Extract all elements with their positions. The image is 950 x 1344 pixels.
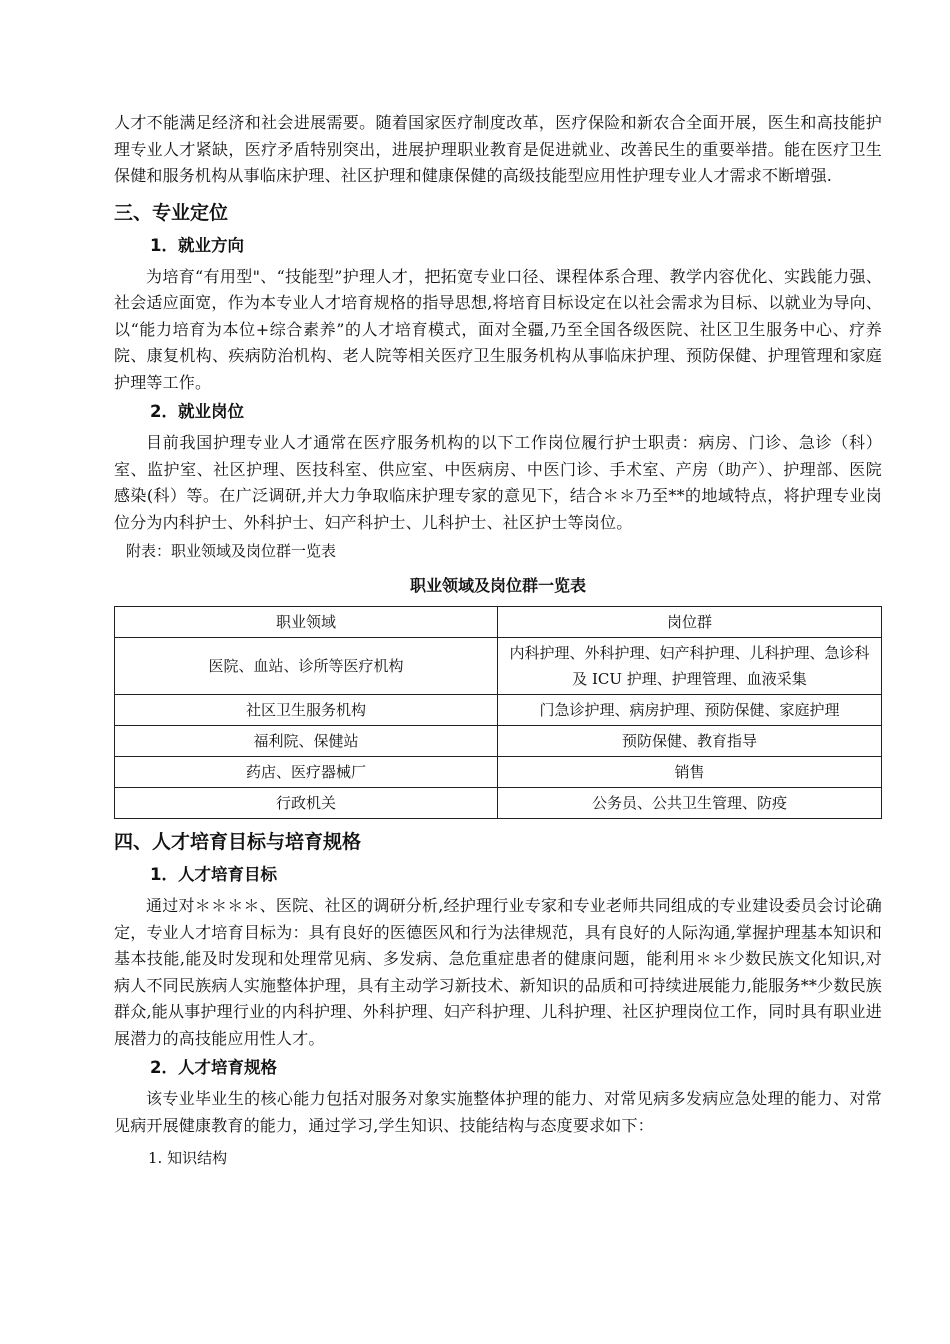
table-row xyxy=(115,638,882,695)
employment-direction-paragraph: 为培育“有用型"、“技能型”护理人才，把拓宽专业口径、课程体系合理、教学内容优化、实践能力强、社会适应面宽，作为本专业人才培育规格的指导思想,将培育目标设定在以社会需求为目标、以就业为导向、以“能力培育为本位+综合素养”的人才培育模式，面对全疆,乃至全国各级医院、社区卫生服务中心、疗养院、康复机构、疾病防治机构、老人院等相关医疗卫生服务机构从事临床护理、预防保健、护理管理和家庭护理等工作。 xyxy=(114,266,882,392)
section3-sub1-heading: 1．就业方向 xyxy=(150,235,244,255)
knowledge-structure-item: 1. 知识结构 xyxy=(148,1149,228,1167)
table-cell-positions: 门急诊护理、病房护理、预防保健、家庭护理 xyxy=(498,695,882,726)
appendix-note: 附表：职业领域及岗位群一览表 xyxy=(126,542,337,560)
table-header-row xyxy=(115,607,882,638)
section4-sub2-heading: 2．人才培育规格 xyxy=(150,1058,277,1077)
training-goal-paragraph: 通过对＊＊＊＊、医院、社区的调研分析,经护理行业专家和专业老师共同组成的专业建设委员会讨论确定，专业人才培育目标为：具有良好的医德医风和行为法律规范，具有良好的人际沟通,掌握护理基本知识和基本技能,能及时发现和处理常见病、多发病、急危重症患者的健康问题，能利用＊＊少数民族文化知识,对病人不同民族病人实施整体护理，具有主动学习新技术、新知识的品质和可持续进展能力,能服务**少数民族群众,能从事护理行业的内科护理、外科护理、妇产科护理、儿科护理、社区护理岗位工作，同时具有职业进展潜力的高技能应用性人才。 xyxy=(114,896,882,1048)
table-cell-field: 福利院、保健站 xyxy=(115,726,498,757)
intro-paragraph: 人才不能满足经济和社会进展需要。随着国家医疗制度改革，医疗保险和新农合全面开展，医生和高技能护理专业人才紧缺，医疗矛盾特别突出，进展护理职业教育是促进就业、改善民生的重要举措。能在医疗卫生保健和服务机构从事临床护理、社区护理和健康保健的高级技能型应用性护理专业人才需求不断增强. xyxy=(114,113,882,185)
table-title: 职业领域及岗位群一览表 xyxy=(409,576,586,595)
table-row xyxy=(115,757,882,788)
occupation-table xyxy=(114,606,882,819)
table-cell-positions: 预防保健、教育指导 xyxy=(498,726,882,757)
table-row xyxy=(115,695,882,726)
table-header-cell: 岗位群 xyxy=(498,607,882,638)
section4-sub1-heading: 1．人才培育目标 xyxy=(150,865,277,884)
employment-positions-paragraph: 目前我国护理专业人才通常在医疗服务机构的以下工作岗位履行护士职责：病房、门诊、急诊（科）室、监护室、社区护理、医技科室、供应室、中医病房、中医门诊、手术室、产房（助产）、护理部、医院感染(科）等。在广泛调研,并大力争取临床护理专家的意见下，结合＊＊乃至**的地域特点，将护理专业岗位分为内科护士、外科护士、妇产科护士、儿科护士、社区护士等岗位。 xyxy=(114,433,882,532)
table-cell-field: 医院、血站、诊所等医疗机构 xyxy=(115,638,498,695)
table-cell-positions: 内科护理、外科护理、妇产科护理、儿科护理、急诊科及 ICU 护理、护理管理、血液采集 xyxy=(498,638,882,695)
table-cell-field: 药店、医疗器械厂 xyxy=(115,757,498,788)
table-cell-field: 行政机关 xyxy=(115,788,498,819)
table-header-cell: 职业领域 xyxy=(115,607,498,638)
table-cell-positions: 公务员、公共卫生管理、防疫 xyxy=(498,788,882,819)
table-cell-positions: 销售 xyxy=(498,757,882,788)
document-page xyxy=(114,110,882,1171)
section3-sub2-heading: 2．就业岗位 xyxy=(150,402,244,421)
table-cell-field: 社区卫生服务机构 xyxy=(115,695,498,726)
table-row xyxy=(115,788,882,819)
section3-heading: 三、专业定位 xyxy=(114,201,229,224)
table-row xyxy=(115,726,882,757)
section4-heading: 四、人才培育目标与培育规格 xyxy=(114,831,362,853)
training-spec-paragraph: 该专业毕业生的核心能力包括对服务对象实施整体护理的能力、对常见病多发病应急处理的能力、对常见病开展健康教育的能力，通过学习,学生知识、技能结构与态度要求如下： xyxy=(114,1089,882,1135)
